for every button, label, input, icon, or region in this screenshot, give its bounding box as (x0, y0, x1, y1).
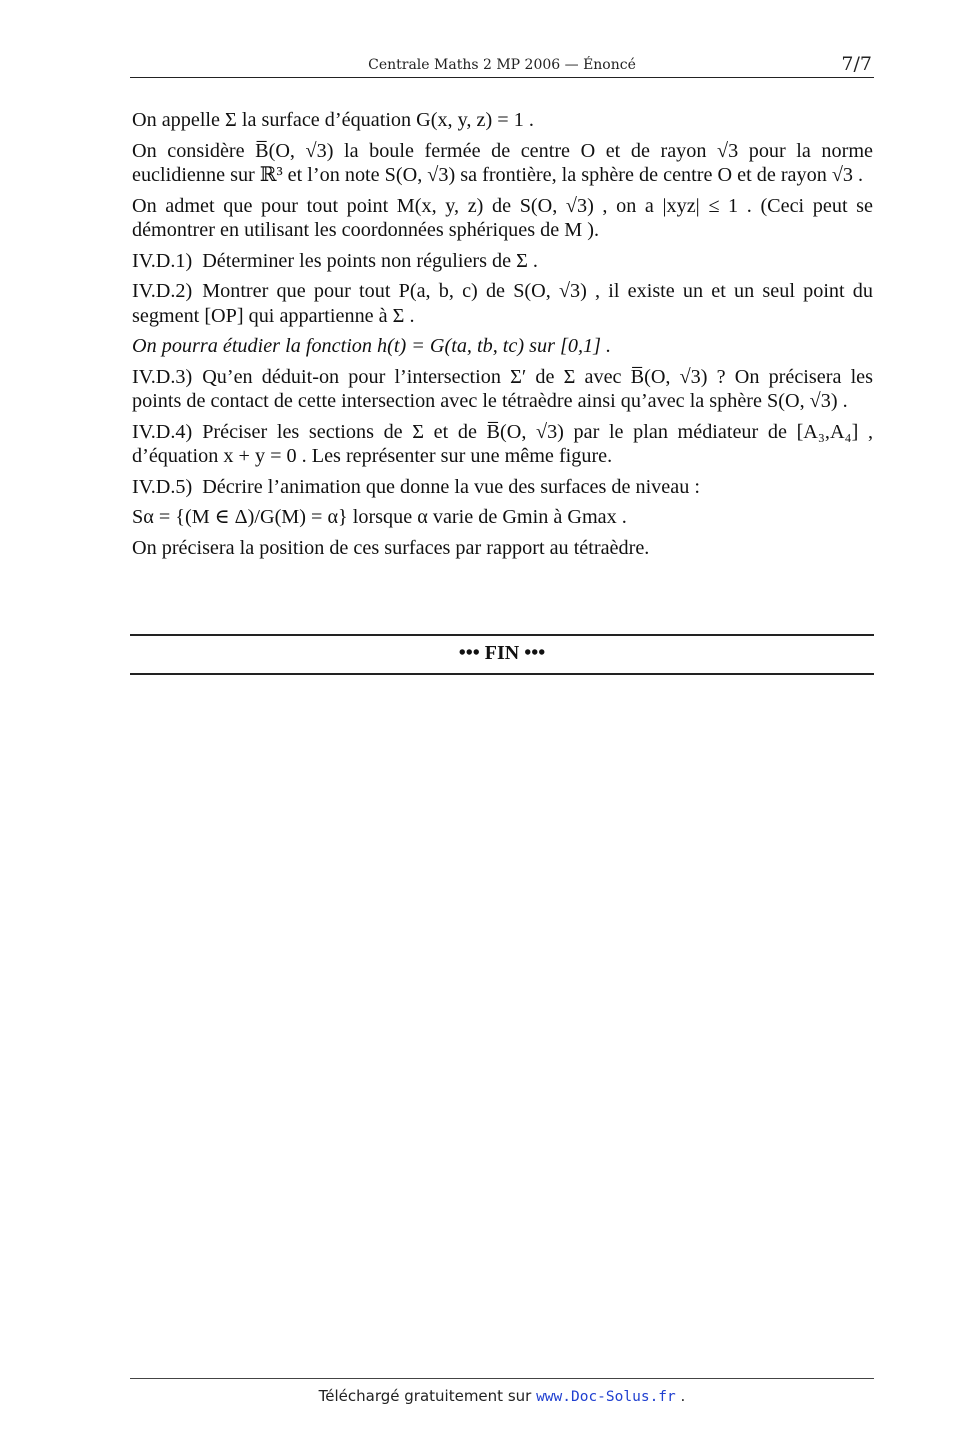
paragraph-surface: On appelle Σ la surface d’équation G(x, y, z) = 1 . (132, 109, 534, 131)
question-text: Qu’en déduit-on pour l’intersection Σ′ de Σ avec B̅(O, √3) ? On précisera les points de contact de cette intersection avec le tétraèdre ainsi qu’avec la sphère S(O, √3) . (132, 365, 873, 412)
page-footer (130, 1387, 874, 1405)
question-iv-d-1 (132, 249, 873, 274)
question-iv-d-5 (132, 475, 873, 500)
question-iv-d-2 (132, 279, 873, 328)
separator-bottom (130, 673, 874, 675)
question-iv-d-4 (132, 420, 873, 469)
footer-link[interactable]: www.Doc-Solus.fr (536, 1389, 676, 1405)
set-definition: Sα = {(M ∈ Δ)/G(M) = α} lorsque α varie de Gmin à Gmax . (132, 506, 627, 528)
header-title: Centrale Maths 2 MP 2006 — Énoncé (368, 57, 636, 73)
question-number: IV.D.1) (132, 249, 193, 272)
document-body (132, 108, 873, 566)
question-text: Montrer que pour tout P(a, b, c) de S(O, √3) , il existe un et un seul point du segment [OP] qui appartienne à Σ . (132, 280, 873, 327)
footer-text: Téléchargé gratuitement sur (318, 1387, 537, 1405)
fin-marker: ••• FIN ••• (458, 642, 546, 664)
footer-suffix: . (675, 1387, 686, 1405)
question-number: IV.D.3) (132, 365, 193, 388)
question-number: IV.D.5) (132, 475, 193, 498)
question-number: IV.D.4) (132, 420, 193, 443)
separator-top (130, 634, 874, 636)
question-text: Préciser les sections de Σ et de B̅(O, √3) par le plan médiateur de [A₃,A₄] , d’équation x + y = 0 . Les représenter sur une même figure. (132, 420, 873, 467)
final-paragraph: On précisera la position de ces surfaces par rapport au tétraèdre. (132, 536, 650, 559)
paragraph-boule: On considère B̅(O, √3) la boule fermée de centre O et de rayon √3 pour la norme euclidienne sur ℝ³ et l’on note S(O, √3) sa frontière, la sphère de centre O et de rayon √3 . (132, 139, 873, 186)
question-text: Déterminer les points non réguliers de Σ . (202, 249, 538, 272)
page-header (130, 55, 874, 78)
question-number: IV.D.2) (132, 280, 193, 302)
paragraph-admet: On admet que pour tout point M(x, y, z) de S(O, √3) , on a |xyz| ≤ 1 . (Ceci peut se démontrer en utilisant les coordonnées sphériques de M ). (132, 194, 873, 241)
question-iv-d-3 (132, 365, 873, 414)
page-number: 7/7 (841, 53, 872, 75)
question-text: Décrire l’animation que donne la vue des surfaces de niveau : (202, 475, 700, 498)
hint-paragraph: On pourra étudier la fonction h(t) = G(ta, tb, tc) sur [0,1] . (132, 335, 612, 357)
footer-separator (130, 1378, 874, 1379)
